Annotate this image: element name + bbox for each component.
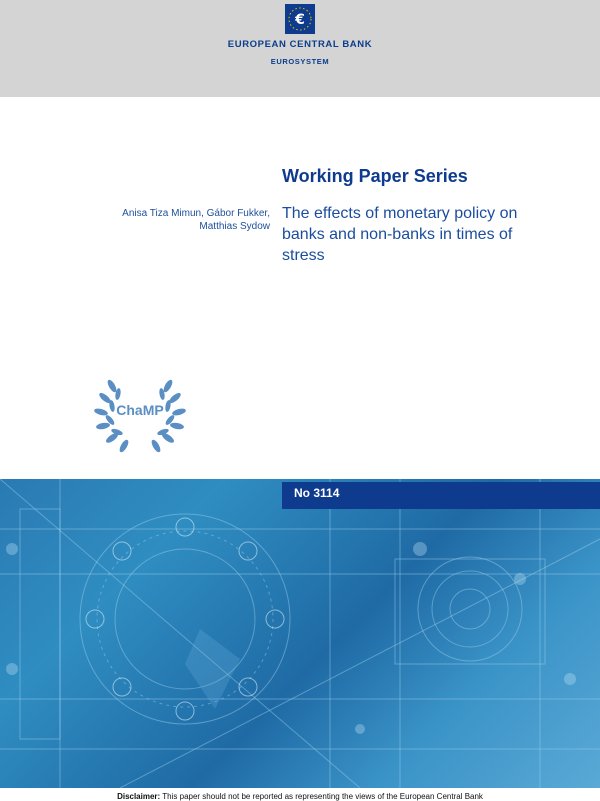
cover-band [0,479,600,788]
authors-line-1: Anisa Tiza Mimun, Gábor Fukker, [122,208,270,219]
champ-laurel-icon [90,368,190,458]
authors-line-2: Matthias Sydow [199,221,270,232]
paper-number: No 3114 [294,486,340,500]
series-title: Working Paper Series [282,166,468,186]
eurosystem-label: EUROSYSTEM [270,57,330,66]
svg-text:€: € [295,12,305,28]
ecb-logo-icon [285,4,315,34]
header-bar [0,0,600,97]
champ-emblem-text: ChaMP [116,402,164,418]
bank-name: EUROPEAN CENTRAL BANK [227,39,373,50]
paper-title: The effects of monetary policy on banks and non-banks in times of stress [282,205,518,264]
authors [100,207,270,233]
disclaimer-label: Disclaimer: [117,792,161,801]
disclaimer-text: This paper should not be reported as representing the views of the European Central Bank [162,792,483,801]
banknote-pattern [0,479,600,788]
